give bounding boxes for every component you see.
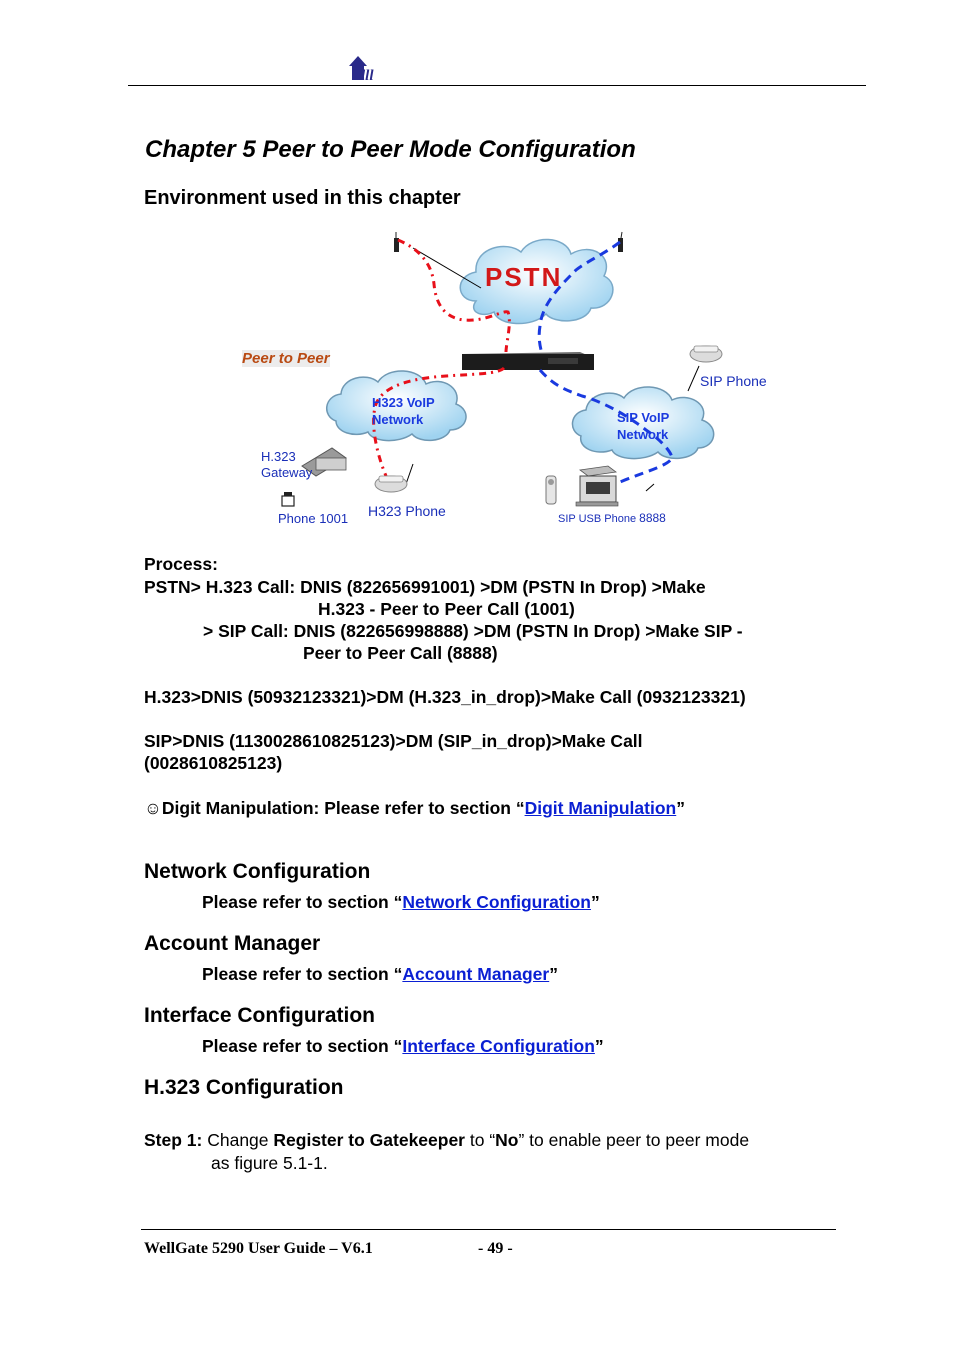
h323-phone-label: H323 Phone xyxy=(368,503,446,519)
phone-1001-icon xyxy=(282,492,294,506)
process-line-5: H.323>DNIS (50932123321)>DM (H.323_in_drop)>Make Call (0932123321) xyxy=(144,687,746,707)
chapter-title: Chapter 5 Peer to Peer Mode Configuration xyxy=(145,136,636,163)
h323-cloud-label-2: Network xyxy=(372,412,424,427)
account-manager-ref: Please refer to section “Account Manager” xyxy=(202,964,558,984)
network-configuration-link[interactable]: Network Configuration xyxy=(402,892,591,912)
process-line-4: Peer to Peer Call (8888) xyxy=(303,643,498,663)
smiley-icon: ☺ xyxy=(144,798,162,818)
h323-gateway-label-1: H.323 xyxy=(261,449,296,464)
header-rule xyxy=(128,85,866,86)
network-configuration-ref: Please refer to section “Network Configuration” xyxy=(202,892,600,912)
process-line-3: > SIP Call: DNIS (822656998888) >DM (PSTN In Drop) >Make SIP - xyxy=(203,621,743,641)
process-line-7: (0028610825123) xyxy=(144,753,283,773)
process-heading: Process: xyxy=(144,554,218,574)
step-1-text: Step 1: Change Register to Gatekeeper to “No” to enable peer to peer mode xyxy=(144,1130,750,1150)
sip-cloud-label-2: Network xyxy=(617,427,669,442)
sip-cloud-label-1: SIP VoIP xyxy=(617,410,670,425)
phone-1001-label: Phone 1001 xyxy=(278,511,349,526)
h323-desk-phone-icon xyxy=(375,476,407,492)
sip-usb-phone-icon xyxy=(546,476,556,504)
pc-icon xyxy=(576,466,618,506)
sip-phone-label: SIP Phone xyxy=(700,373,767,389)
gateway-device-icon xyxy=(462,352,594,370)
footer-guide-title: WellGate 5290 User Guide – V6.1 xyxy=(144,1240,373,1257)
pstn-label: PSTN xyxy=(485,262,563,292)
footer-page-number: - 49 - xyxy=(478,1240,513,1257)
mobile-phone-icon xyxy=(394,232,399,252)
step-1-line-2: as figure 5.1-1. xyxy=(211,1153,328,1173)
footer-rule xyxy=(141,1229,836,1230)
h323-cloud-label-1: H323 VoIP xyxy=(372,395,435,410)
process-line-1: PSTN> H.323 Call: DNIS (822656991001) >DM (PSTN In Drop) >Make xyxy=(144,577,706,597)
h323-gateway-label-2: Gateway xyxy=(261,465,313,480)
interface-configuration-heading: Interface Configuration xyxy=(144,1004,376,1027)
network-diagram xyxy=(236,226,782,530)
process-line-2: H.323 - Peer to Peer Call (1001) xyxy=(318,599,575,619)
sip-desk-phone-icon xyxy=(690,346,722,362)
environment-heading: Environment used in this chapter xyxy=(144,187,461,209)
digit-manipulation-link[interactable]: Digit Manipulation xyxy=(524,798,677,818)
account-manager-heading: Account Manager xyxy=(144,932,321,955)
h323-configuration-heading: H.323 Configuration xyxy=(144,1076,344,1099)
peer-to-peer-label: Peer to Peer xyxy=(242,350,330,367)
interface-configuration-ref: Please refer to section “Interface Configuration” xyxy=(202,1036,604,1056)
interface-configuration-link[interactable]: Interface Configuration xyxy=(402,1036,595,1056)
digit-manipulation-note: ☺Digit Manipulation: Please refer to section “Digit Manipulation” xyxy=(144,798,685,818)
company-logo-icon xyxy=(348,54,382,82)
process-line-6: SIP>DNIS (1130028610825123)>DM (SIP_in_drop)>Make Call xyxy=(144,731,643,751)
sip-usb-phone-label: SIP USB Phone 8888 xyxy=(558,511,666,525)
account-manager-link[interactable]: Account Manager xyxy=(402,964,550,984)
svg-text:lll: lll xyxy=(361,68,374,82)
network-configuration-heading: Network Configuration xyxy=(144,860,371,883)
